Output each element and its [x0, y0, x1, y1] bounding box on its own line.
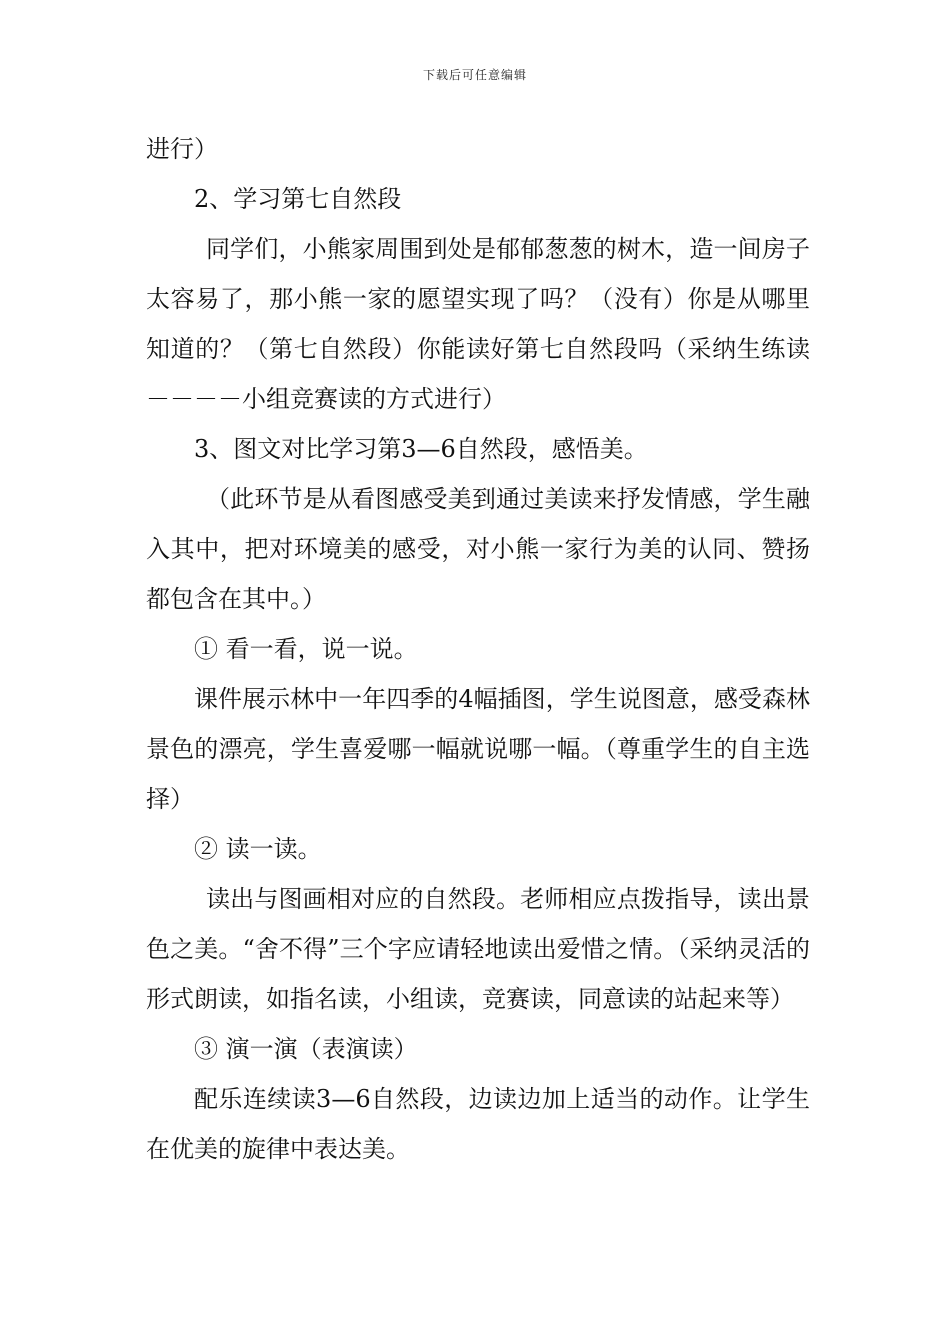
- paragraph-7: 课件展示林中一年四季的4幅插图，学生说图意，感受森林景色的漂亮，学生喜爱哪一幅就说哪一幅。（尊重学生的自主选择）: [146, 685, 810, 813]
- paragraph-11: 配乐连续读3—6自然段，边读边加上适当的动作。让学生在优美的旋律中表达美。: [146, 1085, 810, 1163]
- page-header: 下载后可任意编辑: [422, 68, 527, 82]
- paragraph-1: 进行）: [146, 135, 218, 163]
- paragraph-9: 读出与图画相对应的自然段。老师相应点拨指导，读出景色之美。“舍不得”三个字应请轻地读出爱惜之情。（采纳灵活的形式朗读，如指名读，小组读，竞赛读，同意读的站起来等）: [146, 885, 810, 1013]
- paragraph-5: （此环节是从看图感受美到通过美读来抒发情感，学生融入其中，把对环境美的感受，对小熊一家行为美的认同、赞扬都包含在其中。）: [146, 485, 810, 613]
- paragraph-3: 同学们，小熊家周围到处是郁郁葱葱的树木，造一间房子太容易了，那小熊一家的愿望实现了吗？（没有）你是从哪里知道的？（第七自然段）你能读好第七自然段吗（采纳生练读－－－－小组竞赛读的方式进行）: [146, 235, 810, 413]
- paragraph-2: 2、学习第七自然段: [194, 185, 402, 213]
- paragraph-6: ① 看一看，说一说。: [194, 635, 418, 663]
- paragraph-8: ② 读一读。: [194, 835, 322, 863]
- paragraph-4: 3、图文对比学习第3—6自然段，感悟美。: [194, 435, 648, 463]
- document-body: [146, 124, 810, 1174]
- paragraph-10: ③ 演一演（表演读）: [194, 1035, 418, 1063]
